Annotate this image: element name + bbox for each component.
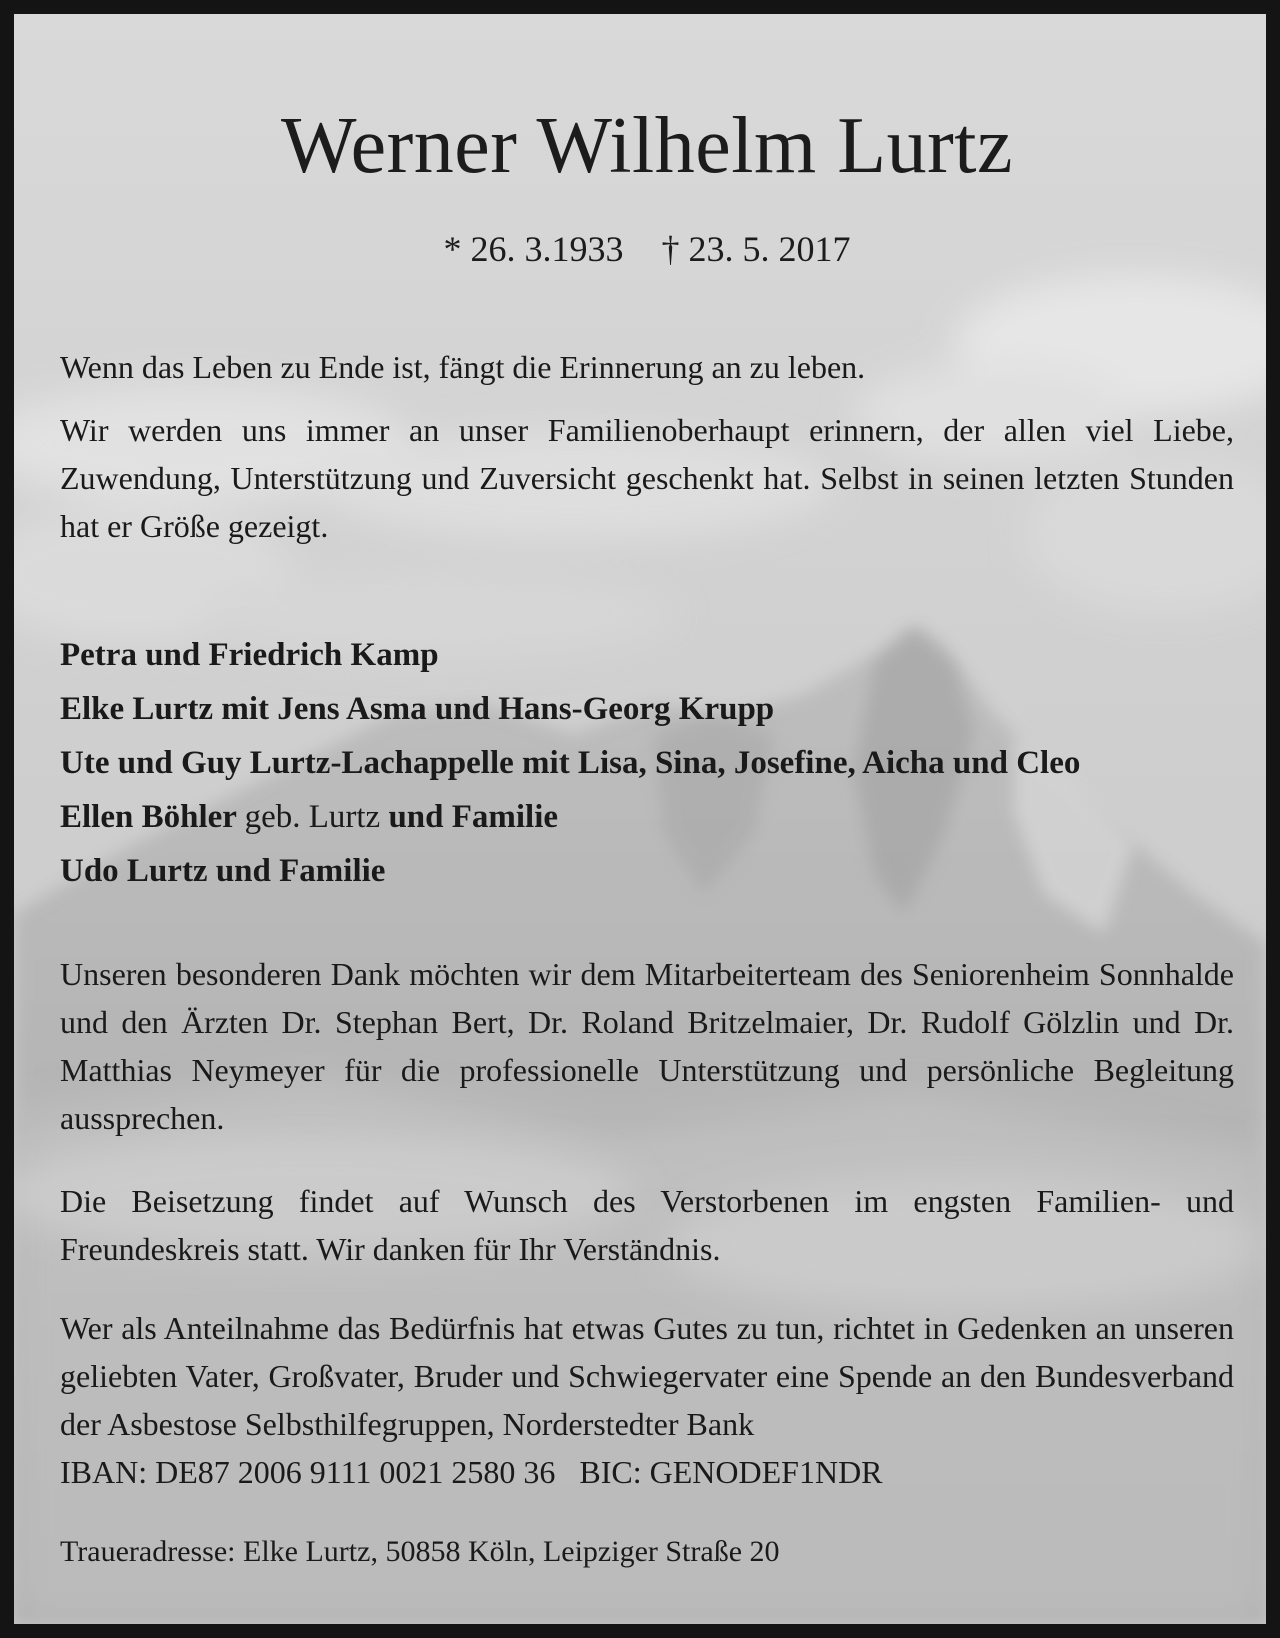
mourning-address: Traueradresse: Elke Lurtz, 50858 Köln, Leipziger Straße 20 bbox=[60, 1535, 780, 1568]
tribute-paragraph: Wir werden uns immer an unser Familienoberhaupt erinnern, der allen viel Liebe, Zuwendung, Unterstützung und Zuversicht geschenkt hat. Selbst in seinen letzten Stunden hat er Größe gezeigt. bbox=[60, 412, 1234, 544]
birth-date: * 26. 3.1933 bbox=[443, 229, 624, 269]
mourner-suffix: und Familie bbox=[388, 799, 559, 835]
thanks-paragraph: Unseren besonderen Dank möchten wir dem Mitarbeiterteam des Seniorenheim Sonnhalde und den Ärzten Dr. Stephan Bert, Dr. Roland Britzelmaier, Dr. Rudolf Gölzlin und Dr. Matthias Neymeyer für die professionelle Unterstützung und persönliche Begleitung aussprechen. bbox=[60, 956, 1234, 1136]
bank-details: IBAN: DE87 2006 9111 0021 2580 36 BIC: GENODEF1NDR bbox=[60, 1454, 883, 1490]
mourner-name: Ellen Böhler bbox=[60, 799, 237, 835]
life-dates bbox=[60, 227, 1234, 271]
mourner-line: Udo Lurtz und Familie bbox=[60, 853, 386, 889]
deceased-name: Werner Wilhelm Lurtz bbox=[281, 102, 1013, 190]
mourner-nee: geb. Lurtz bbox=[244, 799, 381, 835]
burial-paragraph: Die Beisetzung findet auf Wunsch des Verstorbenen im engsten Familien- und Freundeskreis statt. Wir danken für Ihr Verständnis. bbox=[60, 1183, 1234, 1267]
mourner-line: Elke Lurtz mit Jens Asma und Hans-Georg Krupp bbox=[60, 691, 775, 727]
mourner-line: Ute und Guy Lurtz-Lachappelle mit Lisa, Sina, Josefine, Aicha und Cleo bbox=[60, 745, 1081, 781]
mourner-line: Petra und Friedrich Kamp bbox=[60, 637, 439, 673]
death-date: † 23. 5. 2017 bbox=[661, 229, 851, 269]
mourners-list bbox=[60, 628, 1234, 898]
quote: Wenn das Leben zu Ende ist, fängt die Erinnerung an zu leben. bbox=[60, 349, 866, 385]
mourner-line bbox=[60, 790, 1234, 844]
donation-paragraph: Wer als Anteilnahme das Bedürfnis hat etwas Gutes zu tun, richtet in Gedenken an unseren geliebten Vater, Großvater, Bruder und Schwiegervater eine Spende an den Bundesverband der Asbestose Selbsthilfegruppen, Norderstedter Bank bbox=[60, 1310, 1234, 1442]
